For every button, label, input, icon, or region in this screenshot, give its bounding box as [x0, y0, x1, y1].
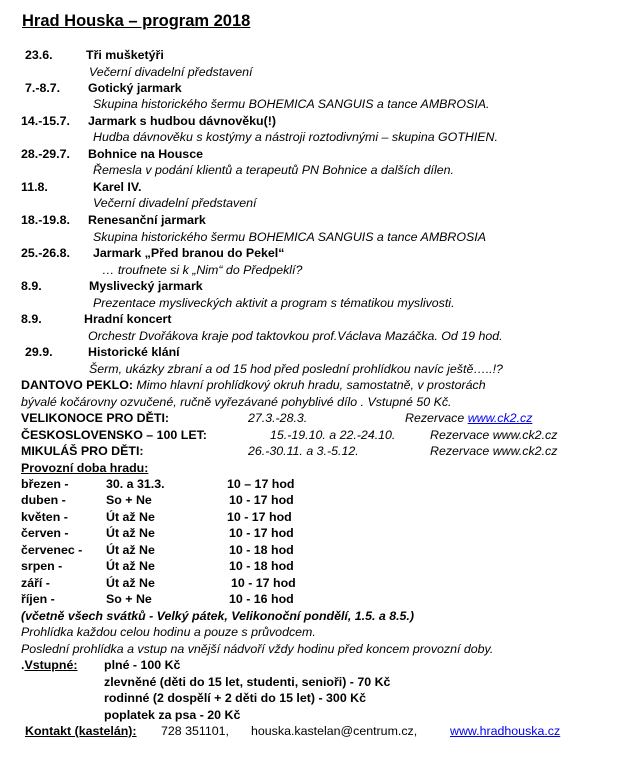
event-desc: Večerní divadelní představení — [93, 196, 257, 210]
hours-days: So + Ne — [106, 592, 152, 606]
event-date: 29.9. — [25, 345, 53, 359]
hours-month: září - — [21, 576, 50, 590]
hours-time: 10 – 17 hod — [227, 477, 295, 491]
holidays-note: (včetně všech svátků - Velký pátek, Velikonoční pondělí, 1.5. a 8.5.) — [21, 609, 414, 623]
admission-item: poplatek za psa - 20 Kč — [104, 708, 241, 722]
website-link[interactable]: www.hradhouska.cz — [450, 724, 561, 738]
event-date: 11.8. — [21, 180, 48, 194]
hours-days: 30. a 31.3. — [106, 477, 165, 491]
page-title: Hrad Houska – program 2018 — [22, 12, 251, 30]
contact-email: houska.kastelan@centrum.cz, — [251, 724, 418, 738]
event-date: 8.9. — [21, 279, 42, 293]
hours-month: červenec - — [21, 543, 83, 557]
special-reservation — [405, 410, 532, 426]
event-desc: … troufnete si k „Nim“ do Předpeklí? — [102, 263, 303, 277]
event-name: Jarmark s hudbou dávnověku(!) — [88, 114, 276, 128]
reservation-label: Rezervace — [405, 411, 465, 425]
event-name: Hradní koncert — [84, 312, 172, 326]
hours-time: 10 - 18 hod — [229, 543, 294, 557]
hours-time: 10 - 17 hod — [229, 493, 294, 507]
event-name: Historické klání — [88, 345, 180, 359]
event-desc: Skupina historického šermu BOHEMICA SANGUIS a tance AMBROSIA — [93, 230, 486, 244]
special-dates: 27.3.-28.3. — [248, 411, 308, 425]
event-name: Bohnice na Housce — [88, 147, 203, 161]
event-date: 7.-8.7. — [25, 81, 61, 95]
special-reservation — [430, 427, 557, 443]
event-date: 23.6. — [25, 48, 53, 62]
event-date: 25.-26.8. — [21, 246, 70, 260]
admission-label: Vstupné: — [24, 658, 78, 672]
admission-item: rodinné (2 dospělí + 2 děti do 15 let) - 300 Kč — [104, 691, 366, 705]
admission-prefix: . — [21, 658, 25, 672]
admission-item: plné - 100 Kč — [104, 658, 181, 672]
special-dates: 15.-19.10. a 22.-24.10. — [270, 428, 396, 442]
reservation-site: www.ck2.cz — [492, 444, 558, 458]
dantovo-label: DANTOVO PEKLO: — [21, 378, 133, 392]
event-date: 18.-19.8. — [21, 213, 70, 227]
hours-time: 10 - 16 hod — [229, 592, 294, 606]
event-name: Jarmark „Před branou do Pekel“ — [93, 246, 285, 260]
event-date: 28.-29.7. — [21, 147, 70, 161]
hours-days: So + Ne — [106, 493, 152, 507]
event-name: Renesanční jarmark — [88, 213, 206, 227]
reservation-link[interactable]: www.ck2.cz — [467, 411, 533, 425]
tour-note: Prohlídka každou celou hodinu a pouze s průvodcem. — [21, 625, 316, 639]
hours-days: Út až Ne — [106, 576, 155, 590]
special-label: MIKULÁŠ PRO DĚTI: — [21, 444, 144, 458]
hours-days: Út až Ne — [106, 543, 155, 557]
hours-month: květen - — [21, 510, 68, 524]
event-name: Tři mušketýři — [86, 48, 164, 62]
reservation-label: Rezervace — [430, 428, 490, 442]
dantovo-text: Mimo hlavní prohlídkový okruh hradu, samostatně, v prostorách — [132, 378, 486, 392]
hours-month: březen - — [21, 477, 69, 491]
event-desc: Šerm, ukázky zbraní a od 15 hod před poslední prohlídkou navíc ještě…..!? — [89, 362, 503, 376]
hours-days: Út až Ne — [106, 510, 155, 524]
tour-note-last: Poslední prohlídka a vstup na vnější nádvoří vždy hodinu před koncem provozní doby. — [21, 642, 494, 656]
special-reservation — [430, 443, 557, 459]
hours-time: 10 - 17 hod — [231, 576, 296, 590]
hours-time: 10 - 17 hod — [227, 510, 292, 524]
contact-phone: 728 351101, — [161, 724, 229, 738]
reservation-site: www.ck2.cz — [492, 428, 558, 442]
event-desc: Hudba dávnověku s kostýmy a nástroji roztodivnými – skupina GOTHIEN. — [93, 130, 498, 144]
special-dates: 26.-30.11. a 3.-5.12. — [248, 444, 359, 458]
admission-heading — [21, 657, 77, 673]
special-label: VELIKONOCE PRO DĚTI: — [21, 411, 170, 425]
special-label: ČESKOSLOVENSKO – 100 LET: — [21, 428, 207, 442]
admission-item: zlevněné (děti do 15 let, studenti, senioři) - 70 Kč — [104, 675, 391, 689]
hours-days: Út až Ne — [106, 526, 155, 540]
event-desc: Prezentace mysliveckých aktivit a program s tématikou myslivosti. — [93, 296, 455, 310]
event-desc: Skupina historického šermu BOHEMICA SANGUIS a tance AMBROSIA. — [93, 97, 490, 111]
event-name: Gotický jarmark — [88, 81, 182, 95]
event-date: 14.-15.7. — [21, 114, 70, 128]
reservation-label: Rezervace — [430, 444, 490, 458]
event-name: Karel IV. — [93, 180, 142, 194]
hours-month: srpen - — [21, 559, 63, 573]
hours-heading: Provozní doba hradu: — [21, 461, 149, 475]
dantovo-line1 — [21, 377, 486, 393]
event-date: 8.9. — [21, 312, 42, 326]
hours-month: říjen - — [21, 592, 55, 606]
hours-month: duben - — [21, 493, 66, 507]
hours-month: červen - — [21, 526, 69, 540]
hours-time: 10 - 17 hod — [229, 526, 294, 540]
event-desc: Večerní divadelní představení — [89, 65, 253, 79]
contact-label: Kontakt (kastelán): — [25, 724, 137, 738]
dantovo-line2: bývalé kočárovny ozvučené, ručně vyřezávané pohyblivé dílo . Vstupné 50 Kč. — [21, 395, 452, 409]
hours-time: 10 - 18 hod — [229, 559, 294, 573]
event-name: Myslivecký jarmark — [89, 279, 203, 293]
event-desc: Orchestr Dvořákova kraje pod taktovkou prof.Václava Mazáčka. Od 19 hod. — [88, 329, 503, 343]
event-desc: Řemesla v podání klientů a terapeutů PN Bohnice a dalších dílen. — [93, 163, 454, 177]
hours-days: Út až Ne — [106, 559, 155, 573]
